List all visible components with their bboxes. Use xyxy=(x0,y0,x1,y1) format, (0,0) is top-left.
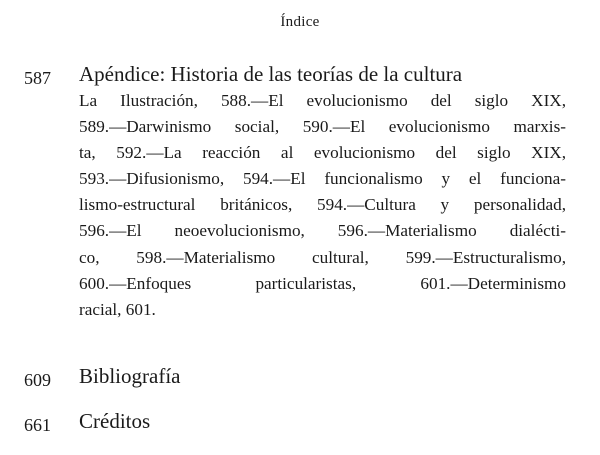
summary-line: 593.—Difusionismo, 594.—El funcionalismo y el funciona- xyxy=(79,169,566,189)
running-head: Índice xyxy=(280,14,320,30)
summary-line: racial, 601. xyxy=(79,299,156,319)
entry-page-number: 609 xyxy=(24,370,51,390)
entry-title: Créditos xyxy=(79,409,151,433)
entry-summary xyxy=(79,88,566,323)
summary-line: 589.—Darwinismo social, 590.—El evolucionismo marxis- xyxy=(79,117,566,137)
entry-title: Bibliografía xyxy=(79,364,181,388)
summary-line: ta, 592.—La reacción al evolucionismo del siglo XIX, xyxy=(79,143,566,163)
summary-line: 596.—El neoevolucionismo, 596.—Materialismo dialécti- xyxy=(79,221,566,241)
summary-line: La Ilustración, 588.—El evolucionismo del siglo XIX, xyxy=(79,91,566,110)
summary-line: co, 598.—Materialismo cultural, 599.—Estructuralismo, xyxy=(79,247,566,267)
summary-line: 600.—Enfoques particularistas, 601.—Determinismo xyxy=(79,273,566,293)
entry-page-number: 587 xyxy=(24,68,51,88)
summary-line: lismo-estructural británicos, 594.—Cultura y personalidad, xyxy=(79,195,566,215)
entry-title: Apéndice: Historia de las teorías de la cultura xyxy=(79,62,463,86)
entry-page-number: 661 xyxy=(24,415,51,435)
